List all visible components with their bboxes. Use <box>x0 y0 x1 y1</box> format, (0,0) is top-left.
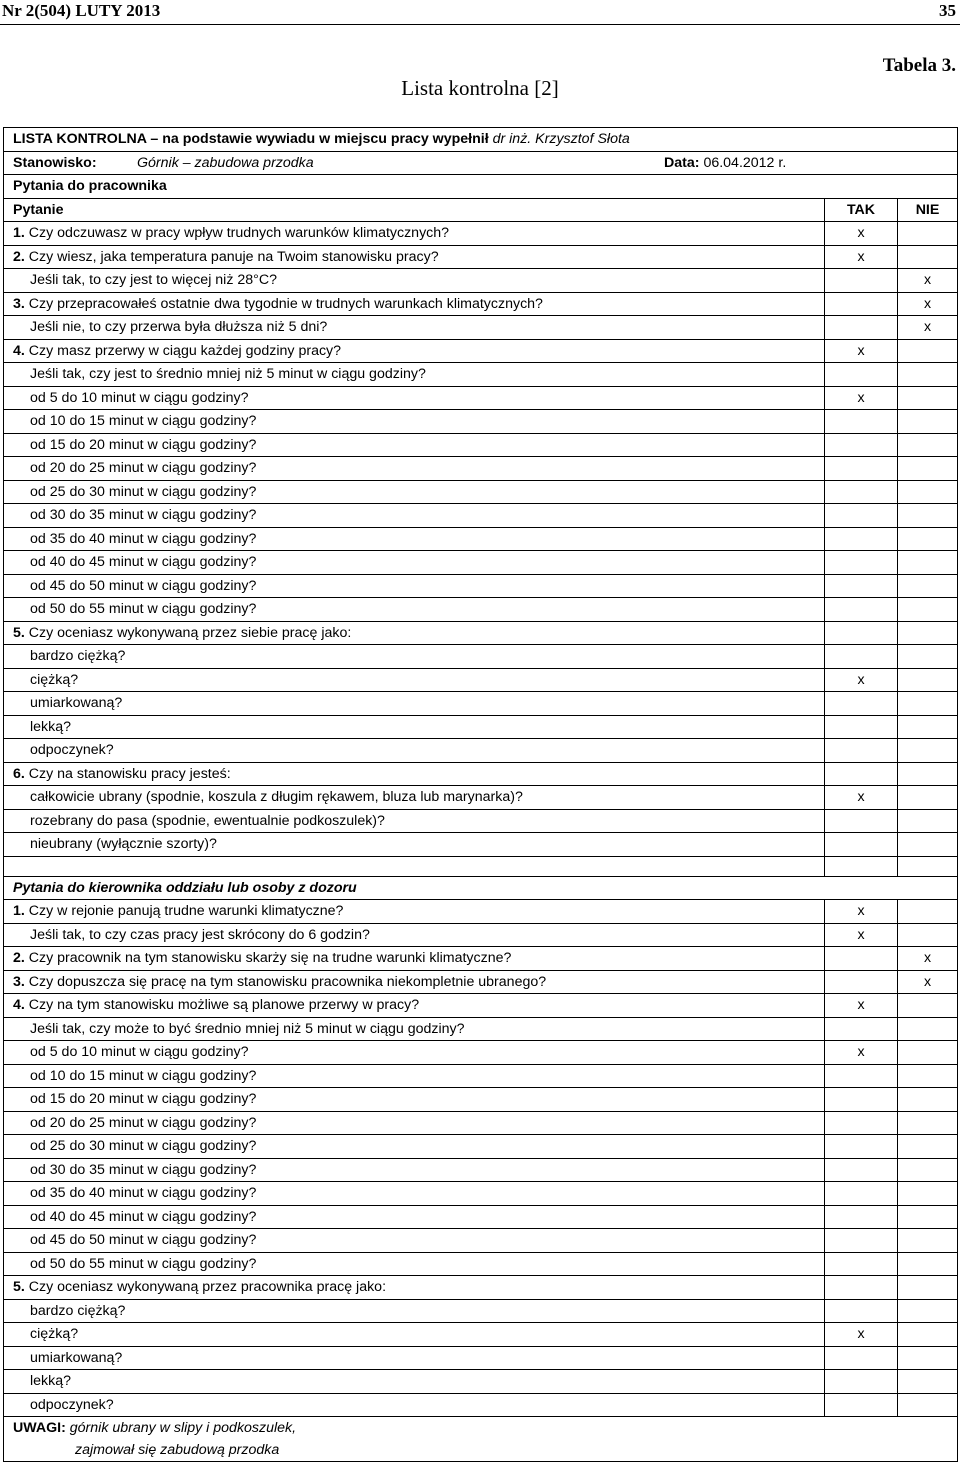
yes-cell: x <box>825 1323 898 1347</box>
yes-cell <box>825 1088 898 1112</box>
table-row <box>4 504 958 528</box>
question-cell <box>4 1041 825 1065</box>
question-text: lekką? <box>30 1373 72 1390</box>
question-cell <box>4 809 825 833</box>
question-cell <box>4 900 825 924</box>
remarks-row <box>4 1417 958 1462</box>
question-cell <box>4 480 825 504</box>
yes-cell <box>825 1205 898 1229</box>
question-cell <box>4 1205 825 1229</box>
no-cell <box>898 1323 958 1347</box>
yes-cell: x <box>825 994 898 1018</box>
question-text: od 10 do 15 minut w ciągu godziny? <box>30 1067 257 1084</box>
no-cell <box>898 410 958 434</box>
question-cell <box>4 645 825 669</box>
table-row <box>4 1088 958 1112</box>
no-cell <box>898 786 958 810</box>
question-number: 1. <box>13 903 25 920</box>
yes-cell <box>825 833 898 857</box>
question-cell <box>4 1323 825 1347</box>
question-text: od 5 do 10 minut w ciągu godziny? <box>30 1044 249 1061</box>
yes-cell <box>825 645 898 669</box>
yes-cell <box>825 1370 898 1394</box>
question-cell <box>4 1393 825 1417</box>
question-text: Czy pracownik na tym stanowisku skarży się na trudne warunki klimatyczne? <box>28 950 512 967</box>
question-cell <box>4 316 825 340</box>
table-row <box>4 1111 958 1135</box>
table-row <box>4 621 958 645</box>
question-cell <box>4 433 825 457</box>
question-text: rozebrany do pasa (spodnie, ewentualnie podkoszulek)? <box>30 812 385 829</box>
table-row <box>4 527 958 551</box>
no-cell <box>898 1064 958 1088</box>
table-row <box>4 316 958 340</box>
question-text: Czy w rejonie panują trudne warunki klimatyczne? <box>28 903 344 920</box>
no-cell <box>898 1276 958 1300</box>
no-cell <box>898 668 958 692</box>
table-row <box>4 1276 958 1300</box>
question-cell <box>4 1346 825 1370</box>
question-text: od 40 do 45 minut w ciągu godziny? <box>30 1208 257 1225</box>
table-row <box>4 739 958 763</box>
yes-cell <box>825 433 898 457</box>
table-row <box>4 363 958 387</box>
yes-cell <box>825 410 898 434</box>
table-row <box>4 1205 958 1229</box>
no-cell <box>898 833 958 857</box>
yes-cell <box>825 480 898 504</box>
no-cell <box>898 433 958 457</box>
no-cell <box>898 1158 958 1182</box>
no-cell <box>898 504 958 528</box>
date-block <box>664 155 786 171</box>
question-number: 3. <box>13 973 25 990</box>
question-text: Czy odczuwasz w pracy wpływ trudnych warunków klimatycznych? <box>28 225 450 242</box>
yes-cell <box>825 316 898 340</box>
table-row <box>4 1064 958 1088</box>
table-row <box>4 339 958 363</box>
no-cell <box>898 1041 958 1065</box>
yes-cell <box>825 1111 898 1135</box>
remarks-text-2: zajmował się zabudową przodka <box>75 1442 280 1458</box>
no-cell <box>898 574 958 598</box>
question-cell <box>4 1299 825 1323</box>
table-row <box>4 692 958 716</box>
yes-cell <box>825 1393 898 1417</box>
section-manager-title: Pytania do kierownika oddziału lub osoby z dozoru <box>4 876 958 900</box>
no-cell: x <box>898 316 958 340</box>
table-row <box>4 410 958 434</box>
position-label: Stanowisko: <box>13 154 97 171</box>
yes-cell <box>825 504 898 528</box>
question-number: 6. <box>13 765 25 782</box>
table-row <box>4 668 958 692</box>
no-cell <box>898 339 958 363</box>
column-header-row <box>4 198 958 222</box>
no-cell <box>898 621 958 645</box>
no-cell <box>898 1111 958 1135</box>
question-cell <box>4 1229 825 1253</box>
question-text: umiarkowaną? <box>30 1349 123 1366</box>
table-row <box>4 598 958 622</box>
yes-cell: x <box>825 923 898 947</box>
question-cell <box>4 386 825 410</box>
page-number: 35 <box>939 1 956 20</box>
table-row <box>4 433 958 457</box>
no-cell <box>898 527 958 551</box>
yes-cell <box>825 269 898 293</box>
no-cell <box>898 900 958 924</box>
question-cell <box>4 762 825 786</box>
question-text: od 20 do 25 minut w ciągu godziny? <box>30 460 257 477</box>
table-row <box>4 292 958 316</box>
no-cell <box>898 1299 958 1323</box>
yes-cell: x <box>825 668 898 692</box>
issue-number: Nr 2(504) LUTY 2013 <box>2 1 161 20</box>
table-row <box>4 786 958 810</box>
question-cell <box>4 1111 825 1135</box>
question-cell <box>4 527 825 551</box>
question-text: bardzo ciężką? <box>30 1302 126 1319</box>
no-cell <box>898 598 958 622</box>
table-row <box>4 900 958 924</box>
question-text: Jeśli tak, to czy czas pracy jest skrócony do 6 godzin? <box>30 926 370 943</box>
yes-cell <box>825 1252 898 1276</box>
yes-cell <box>825 621 898 645</box>
question-text: Jeśli nie, to czy przerwa była dłuższa niż 5 dni? <box>30 319 328 336</box>
question-text: Czy wiesz, jaka temperatura panuje na Twoim stanowisku pracy? <box>28 248 439 265</box>
yes-cell <box>825 1346 898 1370</box>
no-cell <box>898 762 958 786</box>
date-value: 06.04.2012 r. <box>703 154 787 171</box>
no-cell <box>898 1205 958 1229</box>
table-label: Tabela 3. <box>882 55 956 76</box>
question-text: ciężką? <box>30 1326 79 1343</box>
table-row <box>4 1323 958 1347</box>
question-number: 5. <box>13 624 25 641</box>
intro-row <box>4 128 958 152</box>
no-cell <box>898 1370 958 1394</box>
table-row <box>4 1229 958 1253</box>
question-cell <box>4 994 825 1018</box>
position-row <box>4 151 958 175</box>
page-title: Lista kontrolna [2] <box>401 76 559 100</box>
question-cell <box>4 621 825 645</box>
question-cell <box>4 410 825 434</box>
remarks-text-1: górnik ubrany w slipy i podkoszulek, <box>69 1420 297 1436</box>
table-row <box>4 947 958 971</box>
table-row <box>4 1041 958 1065</box>
table-row <box>4 222 958 246</box>
table-row <box>4 809 958 833</box>
question-text: od 5 do 10 minut w ciągu godziny? <box>30 389 249 406</box>
question-cell <box>4 245 825 269</box>
question-text: Jeśli tak, czy jest to średnio mniej niż 5 minut w ciągu godziny? <box>30 366 426 383</box>
question-cell <box>4 692 825 716</box>
question-number: 4. <box>13 342 25 359</box>
empty-cell <box>825 856 898 876</box>
question-cell <box>4 1158 825 1182</box>
question-text: Czy masz przerwy w ciągu każdej godziny pracy? <box>28 342 342 359</box>
no-cell <box>898 1346 958 1370</box>
question-number: 4. <box>13 997 25 1014</box>
yes-cell <box>825 292 898 316</box>
no-cell: x <box>898 947 958 971</box>
no-cell <box>898 1135 958 1159</box>
table-row <box>4 1299 958 1323</box>
question-cell <box>4 1370 825 1394</box>
question-cell <box>4 339 825 363</box>
question-number: 3. <box>13 295 25 312</box>
no-cell <box>898 809 958 833</box>
no-cell <box>898 480 958 504</box>
yes-cell: x <box>825 339 898 363</box>
question-cell <box>4 947 825 971</box>
question-text: od 15 do 20 minut w ciągu godziny? <box>30 436 257 453</box>
table-row <box>4 480 958 504</box>
question-text: od 30 do 35 minut w ciągu godziny? <box>30 507 257 524</box>
question-cell <box>4 1182 825 1206</box>
question-text: nieubrany (wyłącznie szorty)? <box>30 836 217 853</box>
question-text: Czy oceniasz wykonywaną przez pracownika pracę jako: <box>28 1279 387 1296</box>
question-cell <box>4 833 825 857</box>
table-row <box>4 833 958 857</box>
no-cell <box>898 551 958 575</box>
table-row <box>4 970 958 994</box>
yes-cell: x <box>825 1041 898 1065</box>
question-text: odpoczynek? <box>30 1396 114 1413</box>
question-number: 5. <box>13 1279 25 1296</box>
question-cell <box>4 1252 825 1276</box>
question-text: Czy przepracowałeś ostatnie dwa tygodnie w trudnych warunkach klimatycznych? <box>28 295 543 312</box>
yes-cell <box>825 1276 898 1300</box>
question-text: od 45 do 50 minut w ciągu godziny? <box>30 577 257 594</box>
question-text: bardzo ciężką? <box>30 648 126 665</box>
question-text: od 10 do 15 minut w ciągu godziny? <box>30 413 257 430</box>
no-cell <box>898 1017 958 1041</box>
table-row <box>4 923 958 947</box>
table-row <box>4 386 958 410</box>
remarks-cell <box>4 1417 958 1462</box>
question-text: od 40 do 45 minut w ciągu godziny? <box>30 554 257 571</box>
table-row <box>4 457 958 481</box>
checklist-heading: LISTA KONTROLNA – na podstawie wywiadu w miejscu pracy wypełnił <box>13 131 489 148</box>
yes-cell: x <box>825 386 898 410</box>
col-header-yes: TAK <box>825 198 898 222</box>
question-text: od 25 do 30 minut w ciągu godziny? <box>30 483 257 500</box>
question-text: od 50 do 55 minut w ciągu godziny? <box>30 601 257 618</box>
section-worker-title: Pytania do pracownika <box>4 175 958 199</box>
question-cell <box>4 1088 825 1112</box>
question-cell <box>4 598 825 622</box>
table-row <box>4 1370 958 1394</box>
section-worker-row <box>4 175 958 199</box>
no-cell <box>898 1252 958 1276</box>
table-row <box>4 269 958 293</box>
no-cell <box>898 994 958 1018</box>
question-cell <box>4 1017 825 1041</box>
question-text: od 30 do 35 minut w ciągu godziny? <box>30 1161 257 1178</box>
table-row <box>4 645 958 669</box>
question-cell <box>4 222 825 246</box>
question-text: od 50 do 55 minut w ciągu godziny? <box>30 1255 257 1272</box>
yes-cell <box>825 551 898 575</box>
question-cell <box>4 457 825 481</box>
table-row <box>4 994 958 1018</box>
no-cell <box>898 923 958 947</box>
no-cell: x <box>898 292 958 316</box>
empty-cell <box>898 856 958 876</box>
question-cell <box>4 504 825 528</box>
yes-cell <box>825 715 898 739</box>
table-row <box>4 762 958 786</box>
yes-cell <box>825 363 898 387</box>
yes-cell <box>825 809 898 833</box>
remarks-line-1 <box>13 1417 957 1439</box>
date-label: Data: <box>664 154 700 171</box>
yes-cell <box>825 762 898 786</box>
section-manager-row <box>4 876 958 900</box>
question-cell <box>4 551 825 575</box>
yes-cell <box>825 1135 898 1159</box>
question-text: Czy na tym stanowisku możliwe są planowe przerwy w pracy? <box>28 997 420 1014</box>
question-cell <box>4 923 825 947</box>
question-text: od 45 do 50 minut w ciągu godziny? <box>30 1232 257 1249</box>
table-row <box>4 1135 958 1159</box>
yes-cell: x <box>825 245 898 269</box>
yes-cell: x <box>825 222 898 246</box>
yes-cell <box>825 1182 898 1206</box>
no-cell <box>898 222 958 246</box>
question-text: całkowicie ubrany (spodnie, koszula z długim rękawem, bluza lub marynarka)? <box>30 789 523 806</box>
table-row <box>4 715 958 739</box>
table-row <box>4 1252 958 1276</box>
empty-cell <box>4 856 825 876</box>
question-text: od 35 do 40 minut w ciągu godziny? <box>30 1185 257 1202</box>
no-cell <box>898 692 958 716</box>
question-text: Jeśli tak, to czy jest to więcej niż 28°C? <box>30 272 277 289</box>
no-cell <box>898 739 958 763</box>
question-number: 2. <box>13 950 25 967</box>
yes-cell <box>825 1299 898 1323</box>
question-number: 1. <box>13 225 25 242</box>
question-text: od 35 do 40 minut w ciągu godziny? <box>30 530 257 547</box>
no-cell <box>898 1393 958 1417</box>
yes-cell <box>825 947 898 971</box>
yes-cell <box>825 1064 898 1088</box>
question-text: ciężką? <box>30 671 79 688</box>
question-cell <box>4 1276 825 1300</box>
question-cell <box>4 1064 825 1088</box>
yes-cell <box>825 457 898 481</box>
question-text: odpoczynek? <box>30 742 114 759</box>
question-cell <box>4 668 825 692</box>
table-row <box>4 1346 958 1370</box>
question-cell <box>4 574 825 598</box>
question-text: od 15 do 20 minut w ciągu godziny? <box>30 1091 257 1108</box>
no-cell <box>898 715 958 739</box>
yes-cell <box>825 1229 898 1253</box>
no-cell <box>898 245 958 269</box>
yes-cell: x <box>825 786 898 810</box>
yes-cell <box>825 527 898 551</box>
col-header-no: NIE <box>898 198 958 222</box>
yes-cell <box>825 739 898 763</box>
question-text: Jeśli tak, czy może to być średnio mniej niż 5 minut w ciągu godziny? <box>30 1020 465 1037</box>
question-cell <box>4 1135 825 1159</box>
question-cell <box>4 363 825 387</box>
checklist-table <box>3 127 958 1462</box>
yes-cell <box>825 692 898 716</box>
no-cell <box>898 1182 958 1206</box>
table-row <box>4 551 958 575</box>
question-cell <box>4 715 825 739</box>
no-cell <box>898 1088 958 1112</box>
question-cell <box>4 970 825 994</box>
yes-cell <box>825 970 898 994</box>
no-cell: x <box>898 269 958 293</box>
table-row <box>4 1158 958 1182</box>
question-cell <box>4 786 825 810</box>
remarks-label: UWAGI: <box>13 1420 66 1436</box>
yes-cell <box>825 1158 898 1182</box>
no-cell <box>898 386 958 410</box>
table-row <box>4 1182 958 1206</box>
question-cell <box>4 739 825 763</box>
question-text: Czy na stanowisku pracy jesteś: <box>28 765 231 782</box>
no-cell <box>898 363 958 387</box>
position-value: Górnik – zabudowa przodka <box>137 154 314 171</box>
no-cell <box>898 645 958 669</box>
table-row <box>4 1393 958 1417</box>
table-row <box>4 245 958 269</box>
separator-row <box>4 856 958 876</box>
page-header <box>0 0 960 25</box>
yes-cell <box>825 598 898 622</box>
author-name: dr inż. Krzysztof Słota <box>492 131 630 148</box>
question-text: od 20 do 25 minut w ciągu godziny? <box>30 1114 257 1131</box>
question-text: Czy oceniasz wykonywaną przez siebie pracę jako: <box>28 624 352 641</box>
col-header-question: Pytanie <box>4 198 825 222</box>
question-text: od 25 do 30 minut w ciągu godziny? <box>30 1138 257 1155</box>
question-text: Czy dopuszcza się pracę na tym stanowisku pracownika niekompletnie ubranego? <box>28 973 547 990</box>
question-cell <box>4 269 825 293</box>
yes-cell: x <box>825 900 898 924</box>
no-cell: x <box>898 970 958 994</box>
no-cell <box>898 457 958 481</box>
table-row <box>4 1017 958 1041</box>
no-cell <box>898 1229 958 1253</box>
question-text: umiarkowaną? <box>30 695 123 712</box>
question-text: lekką? <box>30 718 72 735</box>
yes-cell <box>825 574 898 598</box>
question-number: 2. <box>13 248 25 265</box>
yes-cell <box>825 1017 898 1041</box>
question-cell <box>4 292 825 316</box>
table-row <box>4 574 958 598</box>
